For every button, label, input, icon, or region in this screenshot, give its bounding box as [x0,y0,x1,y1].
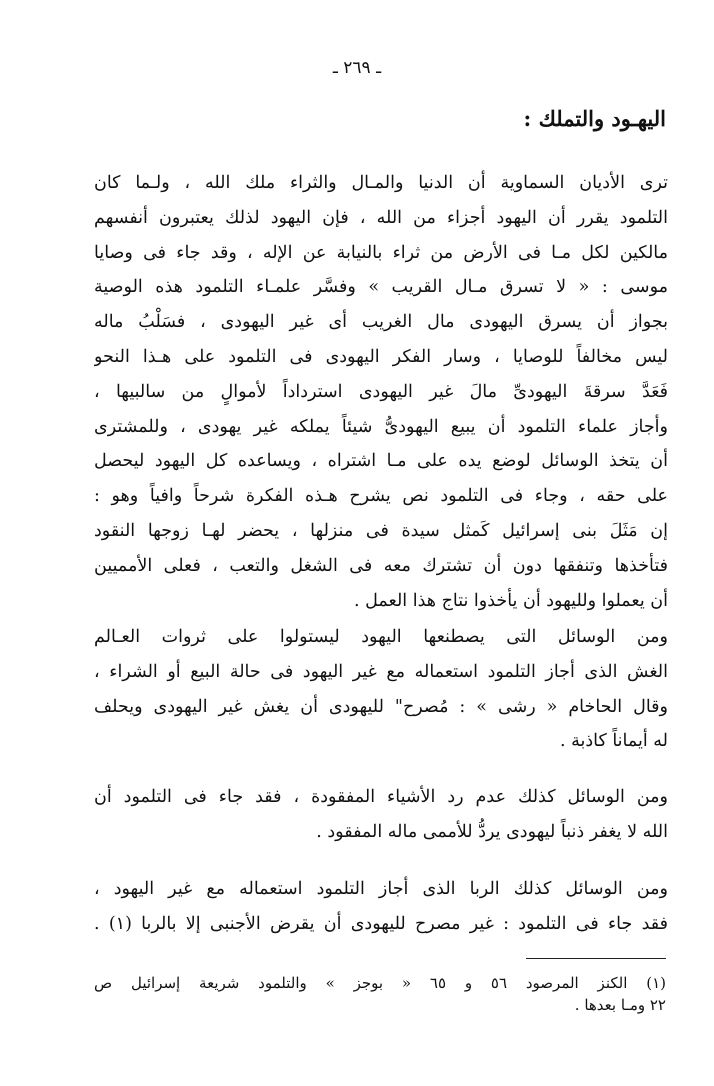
text-line: فَعَدَّ سرقةَ اليهودىِّ مالَ غير اليهودى استرداداً لأموالٍ من سالبيها ، [94,381,668,402]
text-line: أن يعملوا ولليهود أن يأخذوا نتاج هذا العمل . [354,590,668,611]
text-line: وأجاز علماء التلمود أن يبيع اليهودىُّ شيئاً يملكه غير يهودى ، وللمشترى [94,416,668,437]
page-number: ـ ٢٦٩ ـ [332,58,382,78]
footnote-line: (١) الكنز المرصود ٥٦ و ٦٥ « بوجز » والتلمود شريعة إسرائيل ص [94,974,666,992]
paragraph-1 [94,166,668,618]
section-heading: اليهـود والتملك : [523,106,666,131]
text-line: فقد جاء فى التلمود : غير مصرح لليهودى أن يقرض الأجنبى إلا بالربا (١) . [94,913,668,934]
text-line: موسى : « لا تسرق مـال القريب » وفسَّر علمـاء التلمود هذه الوصية [94,277,668,298]
text-line: مالكين لكل مـا فى الأرض من ثراء بالنيابة عن الإله ، وقد جاء فى وصايا [94,242,668,263]
text-line: فتأخذها وتنفقها دون أن تشترك معه فى الشغل والتعب ، فعلى الأمميين [94,555,668,576]
text-line: له أيماناً كاذبة . [559,731,668,752]
text-line: التلمود يقرر أن اليهود أجزاء من الله ، فإن اليهود لذلك يعتبرون أنفسهم [94,207,668,228]
text-line: وقال الحاخام « رشى » : مُصرح" لليهودى أن يغش غير اليهودى ويحلف [94,696,668,717]
footnote-line: ٢٢ ومـا بعدها . [574,996,666,1014]
text-line: إن مَثَلَ بنى إسرائيل كَمثل سيدة فى منزلها ، يحضر لهـا زوجها النقود [94,520,668,541]
footnote-divider [526,958,666,959]
text-line: على حقه ، وجاء فى التلمود نص يشرح هـذه الفكرة شرحاً وافياً وهو : [94,486,668,507]
text-line: الله لا يغفر ذنباً ليهودى يردُّ للأممى ماله المفقود . [316,821,668,842]
text-line: أن يتخذ الوسائل لوضع يده على مـا اشتراه ، ويساعده كل اليهود ليحصل [94,451,668,472]
paragraph-4 [94,872,668,942]
text-line: الغش الذى أجاز التلمود استعماله مع غير اليهود فى حالة البيع أو الشراء ، [94,661,668,682]
paragraph-3 [94,780,668,850]
footnote [94,972,666,1016]
text-line: ليس مخالفاً للوصايا ، وسار الفكر اليهودى فى التلمود على هـذا النحو [94,346,668,367]
text-line: بجواز أن يسرق اليهودى مال الغريب أى غير اليهودى ، فسَلْبُ ماله [94,312,668,333]
text-line: ومن الوسائل كذلك الربا الذى أجاز التلمود استعماله مع غير اليهود ، [94,879,668,899]
text-line: ومن الوسائل كذلك عدم رد الأشياء المفقودة ، فقد جاء فى التلمود أن [94,787,668,807]
paragraph-2 [94,620,668,759]
text-line: ترى الأديان السماوية أن الدنيا والمـال والثراء ملك الله ، ولـما كان [94,173,668,193]
text-line: ومن الوسائل التى يصطنعها اليهود ليستولوا على ثروات العـالم [94,627,668,647]
